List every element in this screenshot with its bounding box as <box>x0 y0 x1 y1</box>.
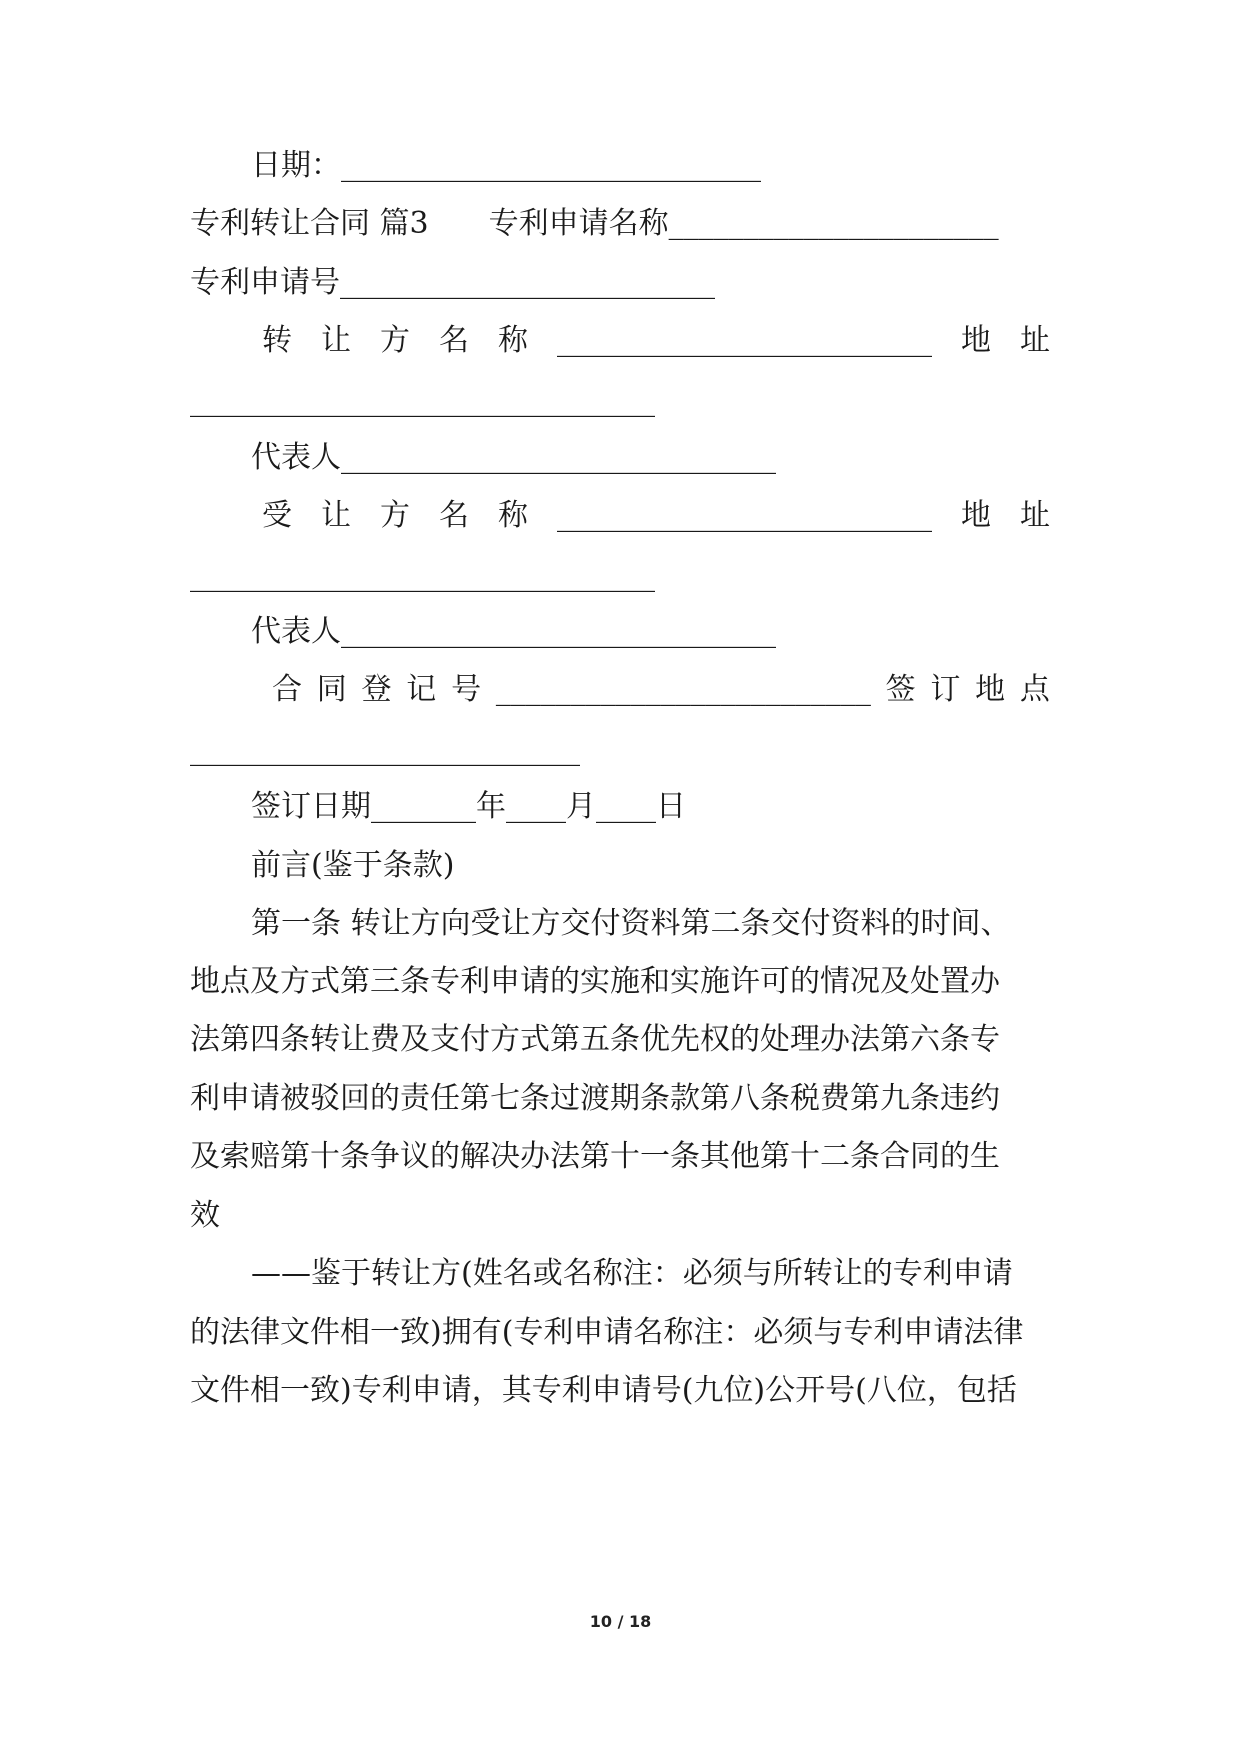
body-text-line: 利申请被驳回的责任第七条过渡期条款第八条税费第九条违约 <box>190 1081 1000 1116</box>
contract-blank: _________________________ <box>495 672 871 707</box>
transferor-blank: _________________________ <box>557 323 932 358</box>
transferor-char: 名 <box>439 323 469 358</box>
transferee-char: 地 <box>961 498 991 533</box>
contract-char: 号 <box>451 672 482 707</box>
contract-number-line <box>272 670 1050 710</box>
body-text-line: 的法律文件相一致)拥有(专利申请名称注：必须与专利申请法律 <box>190 1315 1024 1350</box>
page-number: 10 / 18 <box>589 1612 652 1631</box>
contract-char: 同 <box>316 672 347 707</box>
contract-char: 合 <box>272 672 302 707</box>
transferee-char: 让 <box>321 498 351 533</box>
transferee-char: 名 <box>439 498 469 533</box>
transferee-representative-line: 代表人_____________________________ <box>251 614 776 649</box>
signing-date-line: 签订日期_______年____月____日 <box>251 789 686 824</box>
transferee-char: 方 <box>380 498 410 533</box>
transferee-char: 受 <box>262 498 292 533</box>
transferor-char: 方 <box>380 323 410 358</box>
body-text-line: 第一条 转让方向受让方交付资料第二条交付资料的时间、 <box>251 906 1011 941</box>
transferor-char: 址 <box>1020 323 1050 358</box>
contract-char: 地 <box>975 672 1006 707</box>
transferor-char: 称 <box>498 323 528 358</box>
contract-char: 记 <box>406 672 437 707</box>
transferee-char: 称 <box>498 498 528 533</box>
transferor-char: 让 <box>321 323 351 358</box>
transferor-char: 地 <box>961 323 991 358</box>
application-number-line: 专利申请号_________________________ <box>190 265 715 300</box>
transferee-address-blank: _______________________________ <box>190 558 655 593</box>
date-line: 日期：____________________________ <box>251 148 761 183</box>
contract-char: 订 <box>930 672 961 707</box>
signing-place-blank: __________________________ <box>190 732 580 767</box>
contract-char: 登 <box>361 672 392 707</box>
preamble-heading: 前言(鉴于条款) <box>251 848 455 883</box>
contract-char: 点 <box>1019 672 1050 707</box>
body-text-line: 及索赔第十条争议的解决办法第十一条其他第十二条合同的生 <box>190 1139 1000 1174</box>
title-line: 专利转让合同 篇3 专利申请名称______________________ <box>190 206 999 241</box>
transferee-char: 址 <box>1020 498 1050 533</box>
body-text-line: 文件相一致)专利申请，其专利申请号(九位)公开号(八位，包括 <box>190 1373 1017 1408</box>
transferee-blank: _________________________ <box>557 498 932 533</box>
body-text-line: ——鉴于转让方(姓名或名称注：必须与所转让的专利申请 <box>251 1256 1013 1291</box>
body-text-line: 效 <box>190 1198 220 1233</box>
transferor-representative-line: 代表人_____________________________ <box>251 440 776 475</box>
body-text-line: 法第四条转让费及支付方式第五条优先权的处理办法第六条专 <box>190 1022 1000 1057</box>
body-text-line: 地点及方式第三条专利申请的实施和实施许可的情况及处置办 <box>190 964 1000 999</box>
transferor-name-line <box>262 321 1050 361</box>
transferor-address-blank: _______________________________ <box>190 383 655 418</box>
contract-char: 签 <box>885 672 916 707</box>
transferee-name-line <box>262 496 1050 536</box>
transferor-char: 转 <box>262 323 292 358</box>
